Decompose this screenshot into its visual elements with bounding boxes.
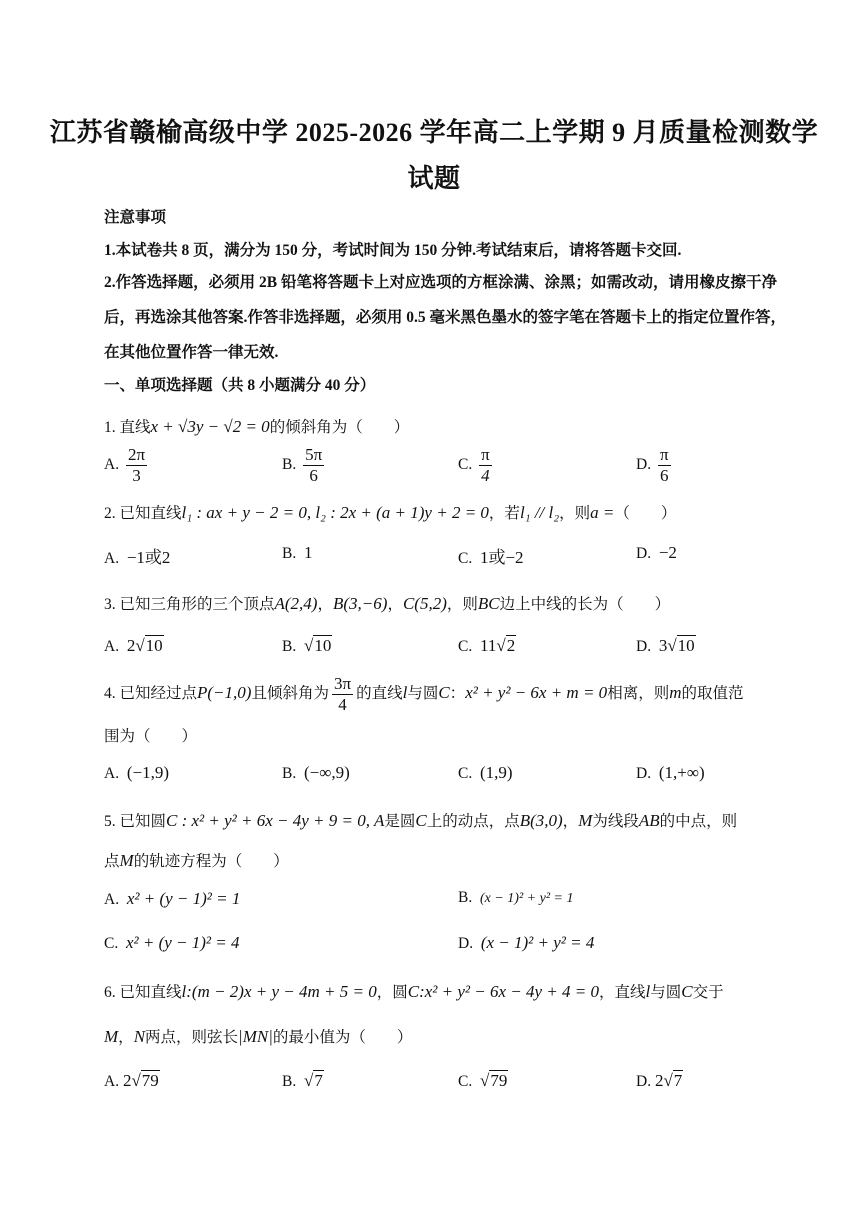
sqrt-symbol: √79: [479, 1071, 508, 1090]
question-4-stem-cont: 围为（ ）: [104, 728, 198, 745]
question-6-stem-cont: [104, 1025, 412, 1047]
fraction: $\frac{3\pi}{4}$: [333, 674, 352, 714]
q5-text: 是圆: [384, 813, 416, 830]
option-value: (x − 1)² + y² = 1: [479, 891, 574, 906]
option-value: (−∞,9): [303, 763, 350, 782]
q4-var: C: [438, 683, 450, 703]
question-4-stem: [104, 674, 744, 715]
q6-option-b[interactable]: [282, 1071, 324, 1091]
fraction: $\frac{5\pi}{6}$: [305, 445, 323, 485]
q4-text: 与圆: [407, 685, 439, 703]
q4-text: 的直线: [356, 685, 403, 703]
option-label: D.: [636, 765, 652, 782]
option-label: C.: [458, 550, 473, 567]
q3-text: ，: [387, 596, 403, 613]
q6-var: N: [133, 1027, 146, 1046]
q6-text: 与圆: [650, 984, 682, 1001]
option-label: C.: [458, 456, 473, 474]
q2-text: ，则: [559, 505, 591, 522]
q5-text: 的中点，则: [659, 813, 738, 830]
option-value: (1,9): [479, 763, 513, 782]
q5-text: 为线段: [592, 813, 639, 830]
q4-text: 的取值范: [681, 685, 744, 703]
q6-text: ，直线: [598, 984, 646, 1001]
q3-text: 3. 已知三角形的三个顶点: [104, 596, 275, 613]
q6-var: l: [645, 982, 651, 1001]
option-label: B.: [282, 456, 297, 474]
q5-option-d[interactable]: [458, 933, 594, 953]
option-label: D.: [636, 1073, 652, 1090]
q5-var: C: [415, 811, 427, 830]
q6-option-a[interactable]: [104, 1071, 160, 1091]
notes-item-2-cont: 后，再选涂其他答案.作答非选择题，必须用 0.5 毫米黑色墨水的签字笔在答题卡上的指定位置作答，: [104, 309, 787, 326]
q4-var: l: [402, 683, 408, 703]
option-label: B.: [458, 889, 473, 906]
option-label: B.: [282, 638, 297, 655]
q3-segment: BC: [477, 594, 500, 613]
option-value: (1,+∞): [658, 763, 705, 782]
notes-item-2-cont2: 在其他位置作答一律无效.: [104, 344, 279, 361]
q5-text: 5. 已知圆: [104, 813, 167, 830]
coef: 2: [654, 1071, 664, 1090]
q6-text: 6. 已知直线: [104, 984, 182, 1001]
q6-text: ，: [118, 1029, 134, 1046]
sqrt-symbol: √10: [303, 636, 332, 655]
fraction: $\frac{\pi}{6}$: [659, 445, 669, 485]
option-label: A.: [104, 765, 120, 782]
q1-text-b: 的倾斜角为（ ）: [269, 419, 410, 436]
q6-text: ，圆: [376, 984, 408, 1001]
notes-heading: 注意事项: [104, 209, 167, 226]
option-value: (−1,9): [126, 763, 169, 782]
q5-text: ，: [562, 813, 579, 830]
coef: 3: [658, 636, 668, 655]
notes-item-1: 1.本试卷共 8 页，满分为 150 分，考试时间为 150 分钟.考试结束后，请将答题卡交回.: [104, 242, 682, 259]
q5-option-c[interactable]: [104, 933, 240, 953]
notes-item-2: 2.作答选择题，必须用 2B 铅笔将答题卡上对应选项的方框涂满、涂黑；如需改动，请用橡皮擦干净: [104, 274, 777, 291]
q1-option-a[interactable]: [104, 445, 150, 486]
q4-option-c[interactable]: [458, 763, 513, 783]
q5-segment: AB: [638, 811, 660, 830]
q3-option-c[interactable]: [458, 636, 516, 656]
q5-option-a[interactable]: [104, 889, 240, 909]
section-heading: 一、单项选择题（共 8 小题满分 40 分）: [104, 377, 376, 394]
option-label: B.: [282, 1073, 297, 1090]
fraction: $\frac{\pi}{4}$: [481, 445, 490, 485]
q3-text: ，则: [446, 596, 478, 613]
q5-text: 上的动点，点: [426, 813, 520, 830]
q2-option-c[interactable]: [458, 543, 524, 568]
q3-option-b[interactable]: [282, 636, 332, 656]
q6-formula: l:(m − 2)x + y − 4m + 5 = 0: [181, 982, 377, 1001]
q6-var: C:: [407, 982, 425, 1001]
question-3-stem: [104, 592, 670, 614]
option-value: (x − 1)² + y² = 4: [480, 933, 595, 952]
option-value: x² + (y − 1)² = 1: [126, 889, 241, 908]
q5-text: 的轨迹方程为（ ）: [133, 853, 289, 870]
page-title-cont: 试题: [407, 164, 461, 193]
q6-var: M: [104, 1027, 119, 1046]
fraction: $\frac{2\pi}{3}$: [127, 445, 146, 485]
option-value: −1或2: [126, 548, 171, 567]
q2-option-b[interactable]: [282, 543, 312, 563]
option-label: C.: [458, 638, 473, 655]
q3-point: B(3,−6): [333, 594, 388, 613]
q3-text: 边上中线的长为（ ）: [499, 596, 671, 613]
sqrt-symbol: √79: [131, 1071, 159, 1090]
q6-text: 的最小值为（ ）: [272, 1029, 413, 1046]
q3-option-d[interactable]: [636, 636, 696, 656]
q4-text: 相离，则: [607, 685, 670, 703]
q5-point: B(3,0): [519, 811, 563, 830]
option-value: x² + (y − 1)² = 4: [125, 933, 240, 952]
q4-text: 且倾斜角为: [251, 685, 329, 703]
option-label: D.: [636, 456, 652, 474]
sqrt-symbol: √10: [135, 636, 163, 655]
option-label: A.: [104, 891, 120, 908]
option-label: A.: [104, 1073, 120, 1090]
q1-option-d[interactable]: [636, 445, 674, 486]
sqrt-symbol: √2: [496, 636, 516, 655]
page-title: 江苏省赣榆高级中学 2025-2026 学年高二上学期 9 月质量检测数学: [49, 118, 819, 147]
q2-text: 2. 已知直线: [104, 505, 182, 522]
q5-var: M: [578, 811, 593, 830]
q6-chord: |MN|: [238, 1027, 273, 1046]
q4-text: ：: [449, 685, 466, 703]
q2-formula: l₁ : ax + y − 2 = 0, l₂ : 2x + (a + 1)y + 2 = 0: [181, 503, 489, 522]
coef: 11: [479, 636, 497, 655]
q2-formula: l₁ // l₂: [519, 503, 560, 522]
q4-option-d[interactable]: [636, 763, 705, 783]
sqrt-symbol: √7: [663, 1071, 683, 1090]
q2-formula: a =: [590, 503, 615, 522]
q5-formula: C : x² + y² + 6x − 4y + 9 = 0, A: [166, 811, 385, 830]
q4-option-a[interactable]: [104, 763, 169, 783]
q6-option-d[interactable]: [636, 1071, 683, 1091]
question-5-stem: [104, 809, 737, 831]
q2-text: ，若: [488, 505, 520, 522]
q3-option-a[interactable]: [104, 636, 164, 656]
q2-text: （ ）: [614, 505, 677, 522]
q5-var: M: [119, 851, 134, 870]
q3-text: ，: [317, 596, 333, 613]
q1-option-c[interactable]: [458, 445, 495, 486]
option-value: 1: [303, 543, 313, 562]
option-value: 1或−2: [479, 548, 524, 567]
question-6-stem: [104, 980, 724, 1002]
q2-option-a[interactable]: [104, 543, 170, 568]
option-label: D.: [458, 935, 474, 952]
q4-formula: x² + y² − 6x + m = 0: [465, 683, 608, 703]
option-label: C.: [104, 935, 119, 952]
option-label: B.: [282, 765, 297, 782]
option-label: D.: [636, 545, 652, 562]
q6-option-c[interactable]: [458, 1071, 508, 1091]
q1-formula: x + √3y − √2 = 0: [150, 417, 270, 436]
sqrt-symbol: √10: [667, 636, 695, 655]
option-label: B.: [282, 545, 297, 562]
q3-point: C(5,2): [402, 594, 447, 613]
q6-var: C: [681, 982, 693, 1001]
option-value: −2: [658, 543, 677, 562]
option-label: C.: [458, 1073, 473, 1090]
q5-option-b[interactable]: [458, 889, 573, 907]
q6-text: 交于: [692, 984, 724, 1001]
q6-text: 两点，则弦长: [145, 1029, 239, 1046]
q4-option-b[interactable]: [282, 763, 350, 783]
question-2-stem: [104, 501, 676, 523]
q4-var: m: [669, 683, 682, 703]
question-5-stem-cont: [104, 849, 289, 871]
question-1-stem: [104, 415, 409, 437]
coef: 2: [122, 1071, 132, 1090]
option-label: A.: [104, 638, 120, 655]
q4-point: P(−1,0): [197, 683, 252, 703]
q3-point: A(2,4): [274, 594, 318, 613]
q6-formula: x² + y² − 6x − 4y + 4 = 0: [424, 982, 599, 1001]
q4-text: 4. 已知经过点: [104, 685, 198, 703]
q1-text-a: 1. 直线: [104, 419, 151, 436]
option-label: A.: [104, 456, 120, 474]
q1-option-b[interactable]: [282, 445, 327, 486]
sqrt-symbol: √7: [303, 1071, 323, 1090]
q2-option-d[interactable]: [636, 543, 677, 563]
option-label: A.: [104, 550, 120, 567]
coef: 2: [126, 636, 136, 655]
q5-text: 点: [104, 853, 120, 870]
option-label: C.: [458, 765, 473, 782]
option-label: D.: [636, 638, 652, 655]
